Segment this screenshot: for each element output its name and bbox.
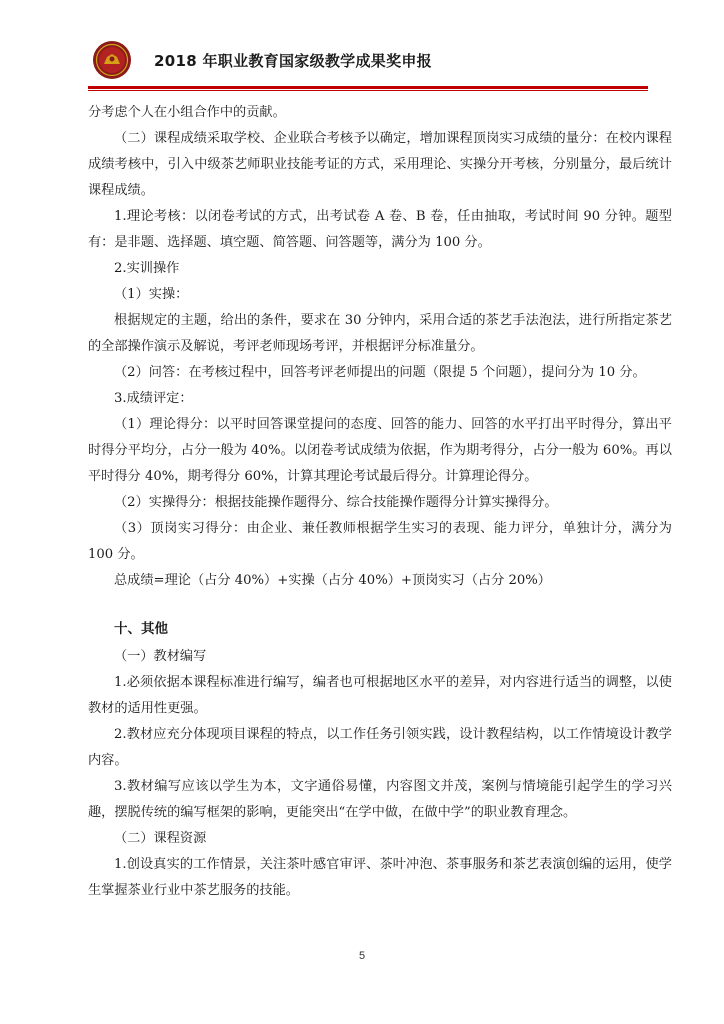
paragraph: （3）顶岗实习得分：由企业、兼任教师根据学生实习的表现、能力评分，单独计分，满分为 100 分。: [88, 521, 672, 562]
paragraph: 分考虑个人在小组合作中的贡献。: [88, 105, 286, 120]
section-heading: 十、其他: [114, 621, 168, 637]
paragraph: 1.必须依据本课程标准进行编写，编者也可根据地区水平的差异，对内容进行适当的调整，以使教材的适用性更强。: [88, 675, 672, 716]
paragraph: 根据规定的主题，给出的条件，要求在 30 分钟内，采用合适的茶艺手法泡法，进行所指定茶艺的全部操作演示及解说，考评老师现场考评，并根据评分标准量分。: [88, 313, 672, 354]
paragraph: （二）课程成绩采取学校、企业联合考核予以确定，增加课程顶岗实习成绩的量分：在校内课程成绩考核中，引入中级茶艺师职业技能考证的方式，采用理论、实操分开考核，分别量分，最后统计课程成绩。: [88, 131, 672, 198]
document-body: [88, 100, 672, 904]
header-rule-thin: [88, 90, 648, 91]
header-rule: [88, 86, 648, 89]
paragraph: （1）实操：: [114, 287, 189, 302]
paragraph: （2）实操得分：根据技能操作题得分、综合技能操作题得分计算实操得分。: [114, 495, 558, 510]
subsection-heading: （一）教材编写: [114, 649, 207, 664]
page-header: [88, 34, 648, 86]
school-emblem-icon: [92, 40, 132, 80]
header-title: 2018 年职业教育国家级教学成果奖申报: [154, 52, 432, 70]
paragraph: 1.理论考核：以闭卷考试的方式，出考试卷 A 卷、B 卷，任由抽取，考试时间 90 分钟。题型有：是非题、选择题、填空题、简答题、问答题等，满分为 100 分。: [88, 209, 672, 250]
subsection-heading: （二）课程资源: [114, 831, 207, 846]
paragraph: 总成绩=理论（占分 40%）+实操（占分 40%）+顶岗实习（占分 20%）: [114, 573, 551, 588]
paragraph: （1）理论得分：以平时回答课堂提问的态度、回答的能力、回答的水平打出平时得分，算出平时得分平均分，占分一般为 40%。以闭卷考试成绩为依据，作为期考得分，占分一般为 60%。再以平时得分 40%，期考得分 60%，计算其理论考试最后得分。计算理论得分。: [88, 417, 672, 484]
page-number: 5: [358, 950, 366, 962]
paragraph: 2.教材应充分体现项目课程的特点，以工作任务引领实践，设计教程结构，以工作情境设计教学内容。: [88, 727, 672, 768]
paragraph: 3.成绩评定：: [114, 391, 193, 406]
paragraph: （2）问答：在考核过程中，回答考评老师提出的问题（限提 5 个问题），提问分为 10 分。: [114, 365, 646, 380]
paragraph: 2.实训操作: [114, 261, 180, 276]
paragraph: 1.创设真实的工作情景，关注茶叶感官审评、茶叶冲泡、茶事服务和茶艺表演创编的运用，使学生掌握茶业行业中茶艺服务的技能。: [88, 857, 672, 898]
paragraph: 3.教材编写应该以学生为本，文字通俗易懂，内容图文并茂，案例与情境能引起学生的学习兴趣，摆脱传统的编写框架的影响，更能突出“在学中做，在做中学”的职业教育理念。: [88, 779, 672, 820]
